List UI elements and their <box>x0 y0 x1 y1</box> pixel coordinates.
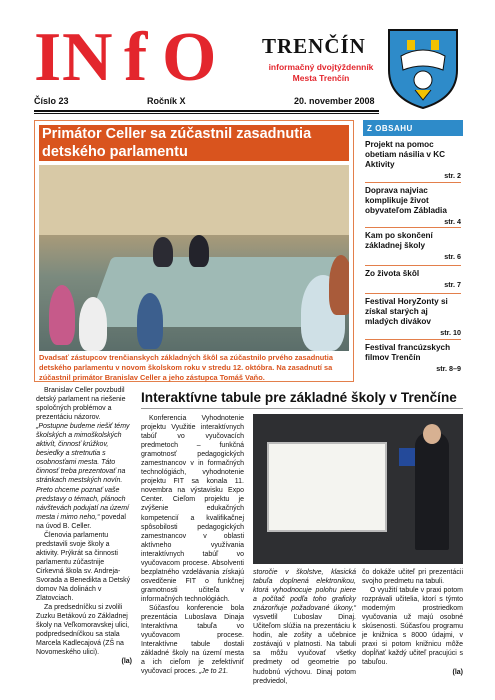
newspaper-logo <box>34 19 240 96</box>
quote-text: „Postupne budeme riešiť témy školských a mimoškolských aktivít, činnosť krúžkov, besiedky a stretnutia s osobnosťami mesta. Táto činnosť treba prezentovať na stránkach mestských novín. Preto chceme poznať vaše predstavy o témach, plánoch návštevách podujatí na území mesta i mimo neho,“ <box>36 423 130 521</box>
presenter-head <box>423 424 441 444</box>
contents-item-page: str. 8–9 <box>436 364 461 373</box>
city-name: TRENČÍN <box>262 34 366 58</box>
lead-headline: Primátor Celler sa zúčastnil zasadnutia detského parlamentu <box>39 125 349 161</box>
contents-item[interactable] <box>365 140 461 180</box>
article-headline: Interaktívne tabule pre základné školy v Trenčíne <box>141 390 457 405</box>
presenter-figure <box>415 432 449 550</box>
article-column <box>253 568 356 686</box>
author-signature: (la) <box>452 668 463 676</box>
contents-divider <box>365 227 461 228</box>
contents-heading: Z OBSAHU <box>363 120 463 136</box>
contents-item[interactable] <box>365 343 461 373</box>
contents-item[interactable] <box>365 231 461 261</box>
logo-letter: f <box>124 19 150 96</box>
issue-meta-line <box>34 96 459 108</box>
lead-story <box>34 120 354 382</box>
contents-item-page: str. 7 <box>444 280 461 289</box>
contents-item-title: Doprava najviac komplikuje život obyvateľom Zábladia <box>365 186 447 215</box>
lead-photo-caption: Dvadsať zástupcov trenčianskych základných škôl sa zúčastnilo prvého zasadnutia detského parlamentu v novom školskom roku v stredu 12. októbra. Na zasadnutí sa zúčastnil primátor Branislav Celler a jeho zástupca Tomáš Vaňo. <box>39 353 333 382</box>
body-text: Súčasťou konferencie bola prezentácia Luboslava Dinaja Interaktívna tabuľa vo vyučovacom procese. Interaktívne tabule dostali základné školy na území mesta a ich cieľom je zefektívniť vyučovací proces. <box>141 604 244 676</box>
contents-item-title: Kam po skončení základnej školy <box>365 231 433 250</box>
quote-text: „Je to 21. <box>198 668 229 676</box>
photo-figure <box>137 293 163 349</box>
issue-date: 20. november 2008 <box>294 96 375 106</box>
body-paragraph: Za predsedníčku si zvolili Zuzku Betákovú zo Základnej školy na Veľkomoravskej ulici, podpredsedníčkou sa stala Marcela Kadlecajová (ZŠ na Novomeského ulici). <box>36 604 130 657</box>
parliament-photo <box>39 165 349 351</box>
body-text: povedal na úvod B. Celler. <box>36 513 126 530</box>
photo-figure <box>329 255 349 315</box>
contents-item[interactable] <box>365 297 461 337</box>
issue-number: Číslo 23 <box>34 96 69 106</box>
contents-item[interactable] <box>365 186 461 226</box>
photo-wall <box>39 165 349 235</box>
contents-sidebar <box>363 120 463 382</box>
contents-divider <box>365 293 461 294</box>
contents-item-title: Zo života škôl <box>365 269 420 278</box>
photo-figure <box>153 237 173 267</box>
contents-item-title: Projekt na pomoc obetiam násilia v KC Aktivity <box>365 140 446 169</box>
interactive-whiteboard <box>267 442 387 532</box>
body-text: Branislav Celler povzbudil detský parlament na riešenie spoločných problémov a prezentáciu názorov. <box>36 387 126 422</box>
contents-item[interactable] <box>365 269 461 289</box>
logo-letter: O <box>162 19 219 96</box>
article-column <box>362 568 463 677</box>
body-paragraph: Konferencia Vyhodnotenie projektu Využitie interaktívnych tabúľ vo vyučovacích predmetoch – funkčná gramotnosť pedagogických zamestnancov v in formačných technológiách, vyhodnotenie projektu FIT sa konala 11. novembra na výstavisku Expo Center. Cieľom projektu je zvýšenie edukačných kompetencií a kvalifikačnej spôsobilosti pedagogických zamestnancov v oblasti aktívneho využívania interaktívnych tabúľ vo vyučovacom procese. Absolventi bezplatného vzdelávania získajú osvedčenie FIT o funkčnej gramotnosti učiteľa v informačných technológiách. <box>141 415 244 603</box>
body-paragraph: O využití tabule v praxi potom rozprávali učitelia, ktorí s týmto moderným prostriedkom vyučovania už majú osobné skúsenosti. Súčasťou programu je knižnica s 8000 údajmi, v praxi si potom knižnicu môže dopĺňať každý učiteľ pracujúci s tabuľou. <box>362 587 463 667</box>
contents-item-page: str. 10 <box>440 328 461 337</box>
contents-item-title: Festival francúzskych filmov Trenčín <box>365 343 451 362</box>
logo-letter: N <box>62 19 115 96</box>
photo-figure <box>49 285 75 345</box>
contents-item-page: str. 2 <box>444 171 461 180</box>
photo-figure <box>189 235 209 267</box>
contents-item-page: str. 6 <box>444 252 461 261</box>
logo-letter: I <box>34 19 64 96</box>
masthead-rule <box>34 110 379 112</box>
quote-text: storočie v školstve, klasická tabuľa doplnená elektronikou, ktorá vyhodnocuje polohu piere a počítač podľa toho graficky znázorňuje požadované úkony,“ <box>253 569 356 613</box>
body-paragraph: Členovia parlamentu predstavili svoje školy a aktivity. Prýkrát sa činnosti parlamentu zúčastnije Cirkevná škola sv. Andreja-Svorada a Benedikta a Detský domov Na dolinách v Zlatovciach. <box>36 531 131 603</box>
subtitle-line: Mesta Trenčín <box>292 73 350 83</box>
contents-divider <box>365 339 461 340</box>
photo-figure <box>79 297 107 351</box>
contents-divider <box>365 265 461 266</box>
whiteboard-photo <box>253 414 463 564</box>
article-column <box>141 414 244 676</box>
contents-item-page: str. 4 <box>444 217 461 226</box>
body-text: vysvetlil Ľuboslav Dinaj. Učiteľom slúžia na prezentáciu k hodin, ale zošity a učebnice zostávajú v platnosti. Na tabuli sa môžu vyučovať všetky predmety od geometrie po hudobnú výchovu. Dinaj potom predviedol, <box>253 614 356 685</box>
subtitle-line: informačný dvojtýždenník <box>268 62 374 72</box>
body-paragraph: čo dokáže učiteľ pri prezentácii svojho predmetu na tabuli. <box>362 569 463 586</box>
volume-number: Ročník X <box>147 96 186 106</box>
masthead-rule <box>34 113 379 114</box>
headline-rule <box>141 408 463 409</box>
contents-item-title: Festival HoryZonty si získal starých aj mladých divákov <box>365 297 448 326</box>
contents-divider <box>365 182 461 183</box>
author-signature: (la) <box>121 658 132 666</box>
lead-body-column <box>36 386 132 666</box>
